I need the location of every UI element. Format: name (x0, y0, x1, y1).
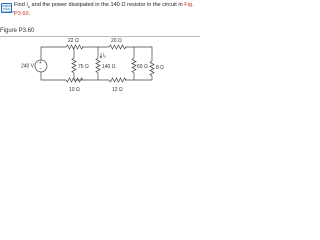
problem-variable: $i_o$ (26, 2, 30, 10)
resistor-10 (66, 78, 83, 82)
problem-statement: Find $i_o$ and the power dissipated in the 140 Ω resistor in the circuit in Fig. P3.60. (14, 2, 194, 17)
badge-line-2: YOUR (2, 8, 11, 11)
resistor-60 (132, 58, 136, 73)
label-60-ohm: 60 Ω (137, 64, 148, 70)
source-plus: + (38, 60, 42, 67)
label-current-io: $i_o$ (103, 52, 107, 59)
resistor-12 (109, 78, 126, 82)
label-12-ohm: 12 Ω (112, 87, 123, 93)
source-minus: − (39, 66, 43, 73)
figure-title: Figure P3.60 (0, 28, 35, 34)
resistor-140 (96, 58, 100, 73)
resistor-75 (72, 58, 76, 73)
label-240-v: 240 V (21, 63, 35, 70)
badge-line-3: SOLUTION (2, 11, 16, 14)
resistor-8 (150, 61, 154, 76)
badge-line-1: CHECK (2, 5, 11, 8)
resistor-22 (66, 45, 83, 49)
problem-text-before: Find (14, 2, 27, 8)
label-22-ohm: 22 Ω (68, 38, 79, 44)
label-10-ohm: 10 Ω (69, 87, 80, 93)
circuit-diagram (0, 0, 200, 94)
figure-link[interactable]: Fig. P3.60 (14, 2, 194, 17)
resistor-20 (109, 45, 126, 49)
problem-text-after: and the power dissipated in the 140 Ω resistor in the circuit in (29, 2, 185, 8)
label-8-ohm: 8 Ω (156, 65, 164, 71)
label-20-ohm: 20 Ω (111, 38, 122, 44)
current-arrow-icon (100, 56, 102, 58)
label-75-ohm: 75 Ω (78, 64, 89, 70)
label-140-ohm: 140 Ω (102, 64, 116, 70)
